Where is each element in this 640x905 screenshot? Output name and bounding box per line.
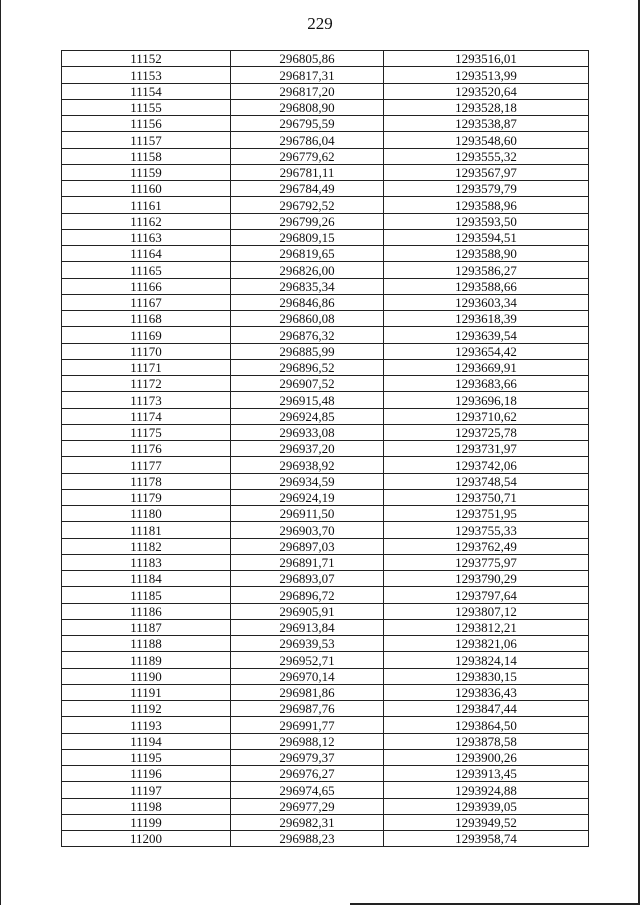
x-coordinate-cell: 296808,90	[231, 99, 384, 115]
point-number-cell: 11180	[62, 506, 231, 522]
point-number-cell: 11178	[62, 473, 231, 489]
table-row	[62, 424, 589, 440]
y-coordinate-cell: 1293939,05	[384, 798, 589, 814]
y-coordinate-cell: 1293742,06	[384, 457, 589, 473]
table-row	[62, 701, 589, 717]
x-coordinate-cell: 296860,08	[231, 311, 384, 327]
table-row	[62, 814, 589, 830]
y-coordinate-cell: 1293683,66	[384, 376, 589, 392]
x-coordinate-cell: 296939,53	[231, 636, 384, 652]
point-number-cell: 11196	[62, 766, 231, 782]
y-coordinate-cell: 1293654,42	[384, 343, 589, 359]
point-number-cell: 11187	[62, 619, 231, 635]
table-row	[62, 181, 589, 197]
table-row	[62, 51, 589, 67]
x-coordinate-cell: 296991,77	[231, 717, 384, 733]
x-coordinate-cell: 296970,14	[231, 668, 384, 684]
table-row	[62, 83, 589, 99]
table-row	[62, 538, 589, 554]
x-coordinate-cell: 296792,52	[231, 197, 384, 213]
point-number-cell: 11185	[62, 587, 231, 603]
y-coordinate-cell: 1293593,50	[384, 213, 589, 229]
point-number-cell: 11198	[62, 798, 231, 814]
y-coordinate-cell: 1293520,64	[384, 83, 589, 99]
point-number-cell: 11200	[62, 831, 231, 847]
point-number-cell: 11192	[62, 701, 231, 717]
y-coordinate-cell: 1293516,01	[384, 51, 589, 67]
x-coordinate-cell: 296934,59	[231, 473, 384, 489]
x-coordinate-cell: 296819,65	[231, 246, 384, 262]
point-number-cell: 11175	[62, 424, 231, 440]
table-row	[62, 408, 589, 424]
y-coordinate-cell: 1293797,64	[384, 587, 589, 603]
x-coordinate-cell: 296988,12	[231, 733, 384, 749]
point-number-cell: 11159	[62, 164, 231, 180]
page-number: 229	[307, 14, 333, 33]
y-coordinate-cell: 1293586,27	[384, 262, 589, 278]
y-coordinate-cell: 1293588,66	[384, 278, 589, 294]
y-coordinate-cell: 1293696,18	[384, 392, 589, 408]
x-coordinate-cell: 296924,85	[231, 408, 384, 424]
x-coordinate-cell: 296952,71	[231, 652, 384, 668]
point-number-cell: 11194	[62, 733, 231, 749]
y-coordinate-cell: 1293790,29	[384, 571, 589, 587]
table-row	[62, 587, 589, 603]
table-row	[62, 782, 589, 798]
table-row	[62, 262, 589, 278]
table-row	[62, 197, 589, 213]
y-coordinate-cell: 1293555,32	[384, 148, 589, 164]
x-coordinate-cell: 296937,20	[231, 441, 384, 457]
y-coordinate-cell: 1293639,54	[384, 327, 589, 343]
x-coordinate-cell: 296893,07	[231, 571, 384, 587]
table-row	[62, 164, 589, 180]
y-coordinate-cell: 1293669,91	[384, 359, 589, 375]
table-row	[62, 766, 589, 782]
y-coordinate-cell: 1293603,34	[384, 294, 589, 310]
y-coordinate-cell: 1293528,18	[384, 99, 589, 115]
y-coordinate-cell: 1293748,54	[384, 473, 589, 489]
x-coordinate-cell: 296979,37	[231, 749, 384, 765]
point-number-cell: 11199	[62, 814, 231, 830]
point-number-cell: 11152	[62, 51, 231, 67]
table-row	[62, 229, 589, 245]
x-coordinate-cell: 296987,76	[231, 701, 384, 717]
point-number-cell: 11155	[62, 99, 231, 115]
point-number-cell: 11167	[62, 294, 231, 310]
table-row	[62, 636, 589, 652]
point-number-cell: 11195	[62, 749, 231, 765]
y-coordinate-cell: 1293538,87	[384, 116, 589, 132]
y-coordinate-cell: 1293755,33	[384, 522, 589, 538]
point-number-cell: 11162	[62, 213, 231, 229]
point-number-cell: 11168	[62, 311, 231, 327]
point-number-cell: 11158	[62, 148, 231, 164]
x-coordinate-cell: 296913,84	[231, 619, 384, 635]
table-row	[62, 619, 589, 635]
y-coordinate-cell: 1293864,50	[384, 717, 589, 733]
x-coordinate-cell: 296907,52	[231, 376, 384, 392]
table-row	[62, 376, 589, 392]
x-coordinate-cell: 296988,23	[231, 831, 384, 847]
x-coordinate-cell: 296799,26	[231, 213, 384, 229]
y-coordinate-cell: 1293836,43	[384, 684, 589, 700]
y-coordinate-cell: 1293807,12	[384, 603, 589, 619]
table-row	[62, 554, 589, 570]
point-number-cell: 11188	[62, 636, 231, 652]
point-number-cell: 11169	[62, 327, 231, 343]
table-row	[62, 522, 589, 538]
x-coordinate-cell: 296897,03	[231, 538, 384, 554]
x-coordinate-cell: 296805,86	[231, 51, 384, 67]
x-coordinate-cell: 296885,99	[231, 343, 384, 359]
x-coordinate-cell: 296835,34	[231, 278, 384, 294]
point-number-cell: 11166	[62, 278, 231, 294]
table-body	[62, 51, 589, 847]
point-number-cell: 11172	[62, 376, 231, 392]
y-coordinate-cell: 1293513,99	[384, 67, 589, 83]
x-coordinate-cell: 296826,00	[231, 262, 384, 278]
table-row	[62, 733, 589, 749]
x-coordinate-cell: 296974,65	[231, 782, 384, 798]
y-coordinate-cell: 1293594,51	[384, 229, 589, 245]
table-row	[62, 359, 589, 375]
x-coordinate-cell: 296891,71	[231, 554, 384, 570]
x-coordinate-cell: 296779,62	[231, 148, 384, 164]
table-row	[62, 343, 589, 359]
table-row	[62, 294, 589, 310]
point-number-cell: 11186	[62, 603, 231, 619]
point-number-cell: 11156	[62, 116, 231, 132]
point-number-cell: 11171	[62, 359, 231, 375]
table-row	[62, 99, 589, 115]
x-coordinate-cell: 296817,31	[231, 67, 384, 83]
y-coordinate-cell: 1293812,21	[384, 619, 589, 635]
x-coordinate-cell: 296876,32	[231, 327, 384, 343]
point-number-cell: 11173	[62, 392, 231, 408]
y-coordinate-cell: 1293579,79	[384, 181, 589, 197]
table-row	[62, 668, 589, 684]
y-coordinate-cell: 1293821,06	[384, 636, 589, 652]
point-number-cell: 11193	[62, 717, 231, 733]
table-row	[62, 457, 589, 473]
x-coordinate-cell: 296896,52	[231, 359, 384, 375]
table-row	[62, 392, 589, 408]
table-row	[62, 506, 589, 522]
y-coordinate-cell: 1293830,15	[384, 668, 589, 684]
table-row	[62, 603, 589, 619]
x-coordinate-cell: 296846,86	[231, 294, 384, 310]
table-row	[62, 311, 589, 327]
y-coordinate-cell: 1293924,88	[384, 782, 589, 798]
y-coordinate-cell: 1293567,97	[384, 164, 589, 180]
table-row	[62, 831, 589, 847]
y-coordinate-cell: 1293775,97	[384, 554, 589, 570]
x-coordinate-cell: 296915,48	[231, 392, 384, 408]
point-number-cell: 11183	[62, 554, 231, 570]
point-number-cell: 11177	[62, 457, 231, 473]
point-number-cell: 11189	[62, 652, 231, 668]
point-number-cell: 11176	[62, 441, 231, 457]
x-coordinate-cell: 296938,92	[231, 457, 384, 473]
point-number-cell: 11160	[62, 181, 231, 197]
table-row	[62, 132, 589, 148]
x-coordinate-cell: 296781,11	[231, 164, 384, 180]
x-coordinate-cell: 296905,91	[231, 603, 384, 619]
point-number-cell: 11197	[62, 782, 231, 798]
table-row	[62, 652, 589, 668]
point-number-cell: 11157	[62, 132, 231, 148]
table-row	[62, 684, 589, 700]
y-coordinate-cell: 1293958,74	[384, 831, 589, 847]
point-number-cell: 11154	[62, 83, 231, 99]
y-coordinate-cell: 1293949,52	[384, 814, 589, 830]
x-coordinate-cell: 296977,29	[231, 798, 384, 814]
point-number-cell: 11174	[62, 408, 231, 424]
y-coordinate-cell: 1293900,26	[384, 749, 589, 765]
x-coordinate-cell: 296981,86	[231, 684, 384, 700]
x-coordinate-cell: 296976,27	[231, 766, 384, 782]
table-row	[62, 473, 589, 489]
table-row	[62, 246, 589, 262]
y-coordinate-cell: 1293824,14	[384, 652, 589, 668]
table-row	[62, 571, 589, 587]
y-coordinate-cell: 1293710,62	[384, 408, 589, 424]
table-row	[62, 441, 589, 457]
point-number-cell: 11190	[62, 668, 231, 684]
table-row	[62, 327, 589, 343]
point-number-cell: 11182	[62, 538, 231, 554]
table-row	[62, 213, 589, 229]
x-coordinate-cell: 296809,15	[231, 229, 384, 245]
y-coordinate-cell: 1293878,58	[384, 733, 589, 749]
table-row	[62, 489, 589, 505]
x-coordinate-cell: 296911,50	[231, 506, 384, 522]
point-number-cell: 11163	[62, 229, 231, 245]
x-coordinate-cell: 296982,31	[231, 814, 384, 830]
table-row	[62, 148, 589, 164]
y-coordinate-cell: 1293548,60	[384, 132, 589, 148]
y-coordinate-cell: 1293750,71	[384, 489, 589, 505]
table-row	[62, 717, 589, 733]
table-row	[62, 798, 589, 814]
x-coordinate-cell: 296896,72	[231, 587, 384, 603]
point-number-cell: 11179	[62, 489, 231, 505]
x-coordinate-cell: 296924,19	[231, 489, 384, 505]
x-coordinate-cell: 296795,59	[231, 116, 384, 132]
point-number-cell: 11165	[62, 262, 231, 278]
y-coordinate-cell: 1293618,39	[384, 311, 589, 327]
x-coordinate-cell: 296817,20	[231, 83, 384, 99]
x-coordinate-cell: 296933,08	[231, 424, 384, 440]
point-number-cell: 11191	[62, 684, 231, 700]
table-row	[62, 278, 589, 294]
y-coordinate-cell: 1293751,95	[384, 506, 589, 522]
y-coordinate-cell: 1293725,78	[384, 424, 589, 440]
y-coordinate-cell: 1293913,45	[384, 766, 589, 782]
y-coordinate-cell: 1293731,97	[384, 441, 589, 457]
y-coordinate-cell: 1293588,90	[384, 246, 589, 262]
point-number-cell: 11184	[62, 571, 231, 587]
x-coordinate-cell: 296784,49	[231, 181, 384, 197]
y-coordinate-cell: 1293588,96	[384, 197, 589, 213]
y-coordinate-cell: 1293847,44	[384, 701, 589, 717]
y-coordinate-cell: 1293762,49	[384, 538, 589, 554]
table-row	[62, 67, 589, 83]
table-row	[62, 116, 589, 132]
point-number-cell: 11181	[62, 522, 231, 538]
table-row	[62, 749, 589, 765]
point-number-cell: 11161	[62, 197, 231, 213]
page-edge-left	[0, 0, 1, 905]
point-number-cell: 11170	[62, 343, 231, 359]
x-coordinate-cell: 296786,04	[231, 132, 384, 148]
coordinates-table	[61, 50, 589, 847]
point-number-cell: 11153	[62, 67, 231, 83]
x-coordinate-cell: 296903,70	[231, 522, 384, 538]
point-number-cell: 11164	[62, 246, 231, 262]
